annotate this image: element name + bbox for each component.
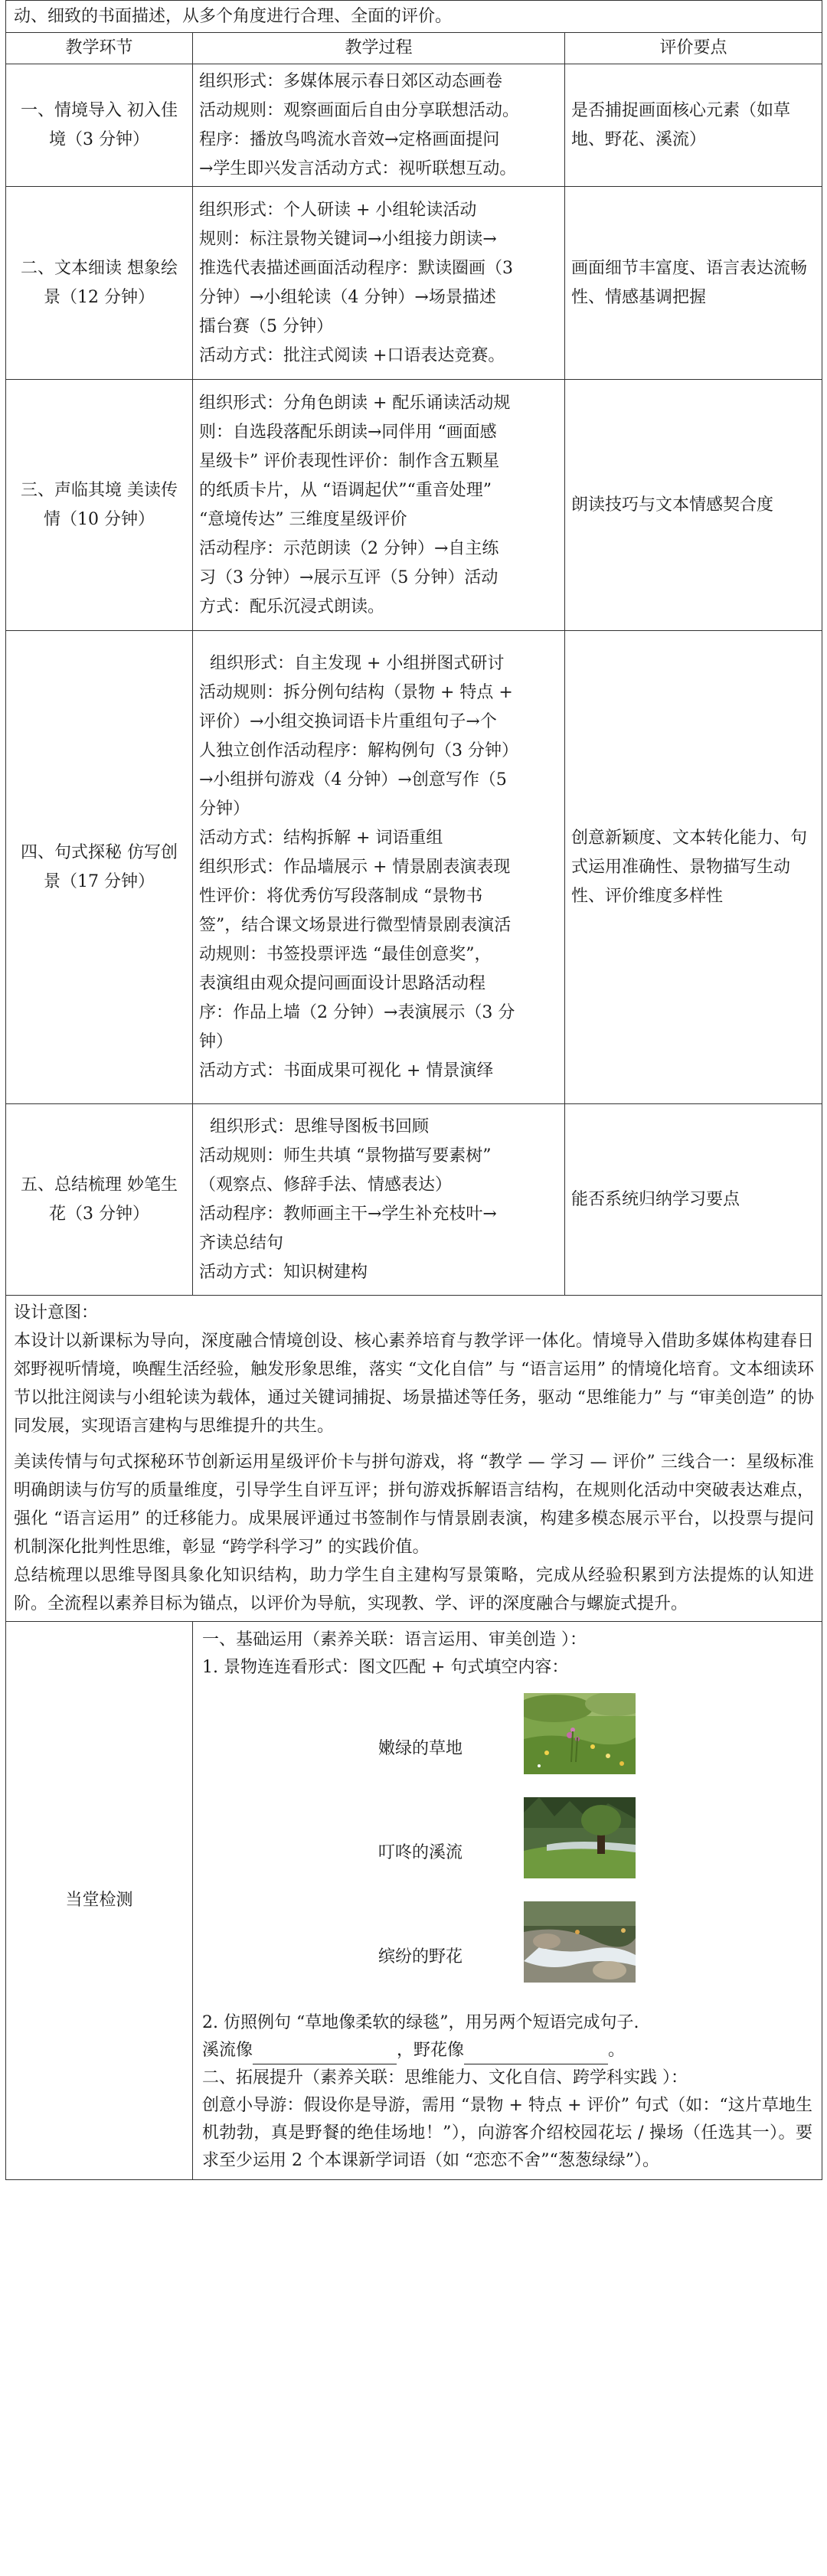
section2-text: 创意小导游：假设你是导游，需用 “景物 + 特点 + 评价” 句式（如：“这片草地生机勃勃，真是野餐的绝佳场地！”），向游客介绍校园花坛 / 操场（任选其一）。要求至少运用 2 个本课新学词语（如 “恋恋不舍”“葱葱绿绿”）。 <box>202 2096 812 2170</box>
process-cell <box>193 64 565 187</box>
design-paragraph: 本设计以新课标为导向，深度融合情境创设、核心素养培育与教学评一体化。情境导入借助多媒体构建春日郊野视听情境，唤醒生活经验，触发形象思维，落实 “文化自信” 与 “语言运用” 的情境化培育。文本细读环节以批注阅读与小组轮读为载体，通过关键词捕捉、场景描述等任务，驱动 “思维能力” 与 “审美创造” 的协同发展，实现语言建构与思维提升的共生。 <box>14 1332 814 1436</box>
fill-label-stream: 溪流像 <box>202 2041 253 2060</box>
fill-label-flowers: ，野花像 <box>397 2041 465 2060</box>
caption-grass: 嫩绿的草地 <box>378 1739 463 1758</box>
section1-question2: 2. 仿照例句 “草地像柔软的绿毯”，用另两个短语完成句子. <box>202 2013 639 2032</box>
table-header <box>6 33 822 64</box>
fill-blank-stream[interactable] <box>253 2043 397 2064</box>
flowers-photo <box>524 1901 636 1983</box>
eval-cell: 朗读技巧与文本情感契合度 <box>565 380 822 631</box>
table-row <box>6 380 822 631</box>
check-label: 当堂检测 <box>6 1622 193 2180</box>
process-cell <box>193 1104 565 1296</box>
header-process: 教学过程 <box>193 33 565 64</box>
table-row <box>6 631 822 1104</box>
match-item-stream <box>202 1786 812 1890</box>
fill-blank-flowers[interactable] <box>464 2043 608 2064</box>
header-step: 教学环节 <box>6 33 193 64</box>
intro-text: 动、细致的书面描述，从多个角度进行合理、全面的评价。 <box>6 1 822 33</box>
design-intent-cell <box>6 1296 822 1622</box>
table-row <box>6 64 822 187</box>
eval-cell: 是否捕捉画面核心元素（如草地、野花、溪流） <box>565 64 822 187</box>
lesson-plan-table <box>5 0 822 2180</box>
step-cell: 五、总结梳理 妙笔生花（3 分钟） <box>6 1104 193 1296</box>
stream-photo <box>524 1797 636 1878</box>
design-intent-row <box>6 1296 822 1622</box>
design-paragraph: 总结梳理以思维导图具象化知识结构，助力学生自主建构写景策略，完成从经验积累到方法提炼的认知进阶。全流程以素养目标为锚点，以评价为导航，实现教、学、评的深度融合与螺旋式提升。 <box>14 1566 814 1613</box>
design-paragraph: 美读传情与句式探秘环节创新运用星级评价卡与拼句游戏，将 “教学 — 学习 — 评价” 三线合一：星级标准明确朗读与仿写的质量维度，引导学生自评互评；拼句游戏拆解语言结构，在规则化活动中突破表达难点，强化 “语言运用” 的迁移能力。成果展评通过书签制作与情景剧表演，构建多模态展示平台，以投票与提问机制深化批判性思维，彰显 “跨学科学习” 的实践价值。 <box>14 1453 814 1557</box>
table-row <box>6 1104 822 1296</box>
process-cell <box>193 380 565 631</box>
step-cell: 三、声临其境 美读传情（10 分钟） <box>6 380 193 631</box>
grass-photo <box>524 1693 636 1774</box>
section1-question1: 1. 景物连连看形式：图文匹配 + 句式填空内容： <box>202 1658 569 1677</box>
table-row <box>6 187 822 380</box>
process-cell <box>193 187 565 380</box>
process-text: 组织形式：分角色朗读 + 配乐诵读活动规 则：自选段落配乐朗读→同伴用 “画面感 星级卡” 评价表现性评价：制作含五颗星 的纸质卡片，从 “语调起伏”“重音处理” “意境传达” 三维度星级评价 活动程序：示范朗读（2 分钟）→自主练 习（3 分钟）→展示互评（5 分钟）活动 方式：配乐沉浸式朗读。 <box>199 393 511 616</box>
fill-line <box>202 2037 812 2064</box>
eval-cell: 创意新颖度、文本转化能力、句式运用准确性、景物描写生动性、评价维度多样性 <box>565 631 822 1104</box>
header-eval: 评价要点 <box>565 33 822 64</box>
eval-cell: 能否系统归纳学习要点 <box>565 1104 822 1296</box>
intro-row <box>6 1 822 33</box>
process-cell <box>193 631 565 1104</box>
design-title: 设计意图： <box>14 1303 99 1322</box>
match-item-flowers <box>202 1890 812 1994</box>
step-cell: 二、文本细读 想象绘景（12 分钟） <box>6 187 193 380</box>
process-text: 组织形式：个人研读 + 小组轮读活动 规则：标注景物关键词→小组接力朗读→ 推选代表描述画面活动程序：默读圈画（3 分钟）→小组轮读（4 分钟）→场景描述 擂台赛（5 分钟） 活动方式：批注式阅读 +口语表达竞赛。 <box>199 200 513 365</box>
process-text: 组织形式：多媒体展示春日郊区动态画卷 活动规则：观察画面后自由分享联想活动。 程序：播放鸟鸣流水音效→定格画面提问 →学生即兴发言活动方式：视听联想互动。 <box>199 71 520 178</box>
process-text: 组织形式：自主发现 + 小组拼图式研讨 活动规则：拆分例句结构（景物 + 特点 + 评价）→小组交换词语卡片重组句子→个 人独立创作活动程序：解构例句（3 分钟） →小组拼句游戏（4 分钟）→创意写作（5 分钟） 活动方式：结构拆解 + 词语重组 组织形式：作品墙展示 + 情景剧表演表现 性评价：将优秀仿写段落制成 “景物书 签”，结合课文场景进行微型情景剧表演活 动规则：书签投票评选 “最佳创意奖”， 表演组由观众提问画面设计思路活动程 序：作品上墙（2 分钟）→表演展示（3 分 钟） 活动方式：书面成果可视化 + 情景演绎 <box>199 653 518 1080</box>
section1-title: 一、基础运用（素养关联：语言运用、审美创造 ）： <box>202 1630 587 1649</box>
step-cell: 一、情境导入 初入佳境（3 分钟） <box>6 64 193 187</box>
caption-stream: 叮咚的溪流 <box>378 1843 463 1862</box>
check-content <box>193 1622 822 2180</box>
section2-title: 二、拓展提升（素养关联：思维能力、文化自信、跨学科实践 ）： <box>202 2068 688 2087</box>
step-cell: 四、句式探秘 仿写创景（17 分钟） <box>6 631 193 1104</box>
classroom-check-row <box>6 1622 822 2180</box>
process-text: 组织形式：思维导图板书回顾 活动规则：师生共填 “景物描写要素树” （观察点、修辞手法、情感表达） 活动程序：教师画主干→学生补充枝叶→ 齐读总结句 活动方式：知识树建构 <box>199 1116 497 1282</box>
match-item-grass <box>202 1682 812 1786</box>
caption-flowers: 缤纷的野花 <box>378 1947 463 1966</box>
eval-cell: 画面细节丰富度、语言表达流畅性、情感基调把握 <box>565 187 822 380</box>
fill-end: 。 <box>608 2041 626 2060</box>
